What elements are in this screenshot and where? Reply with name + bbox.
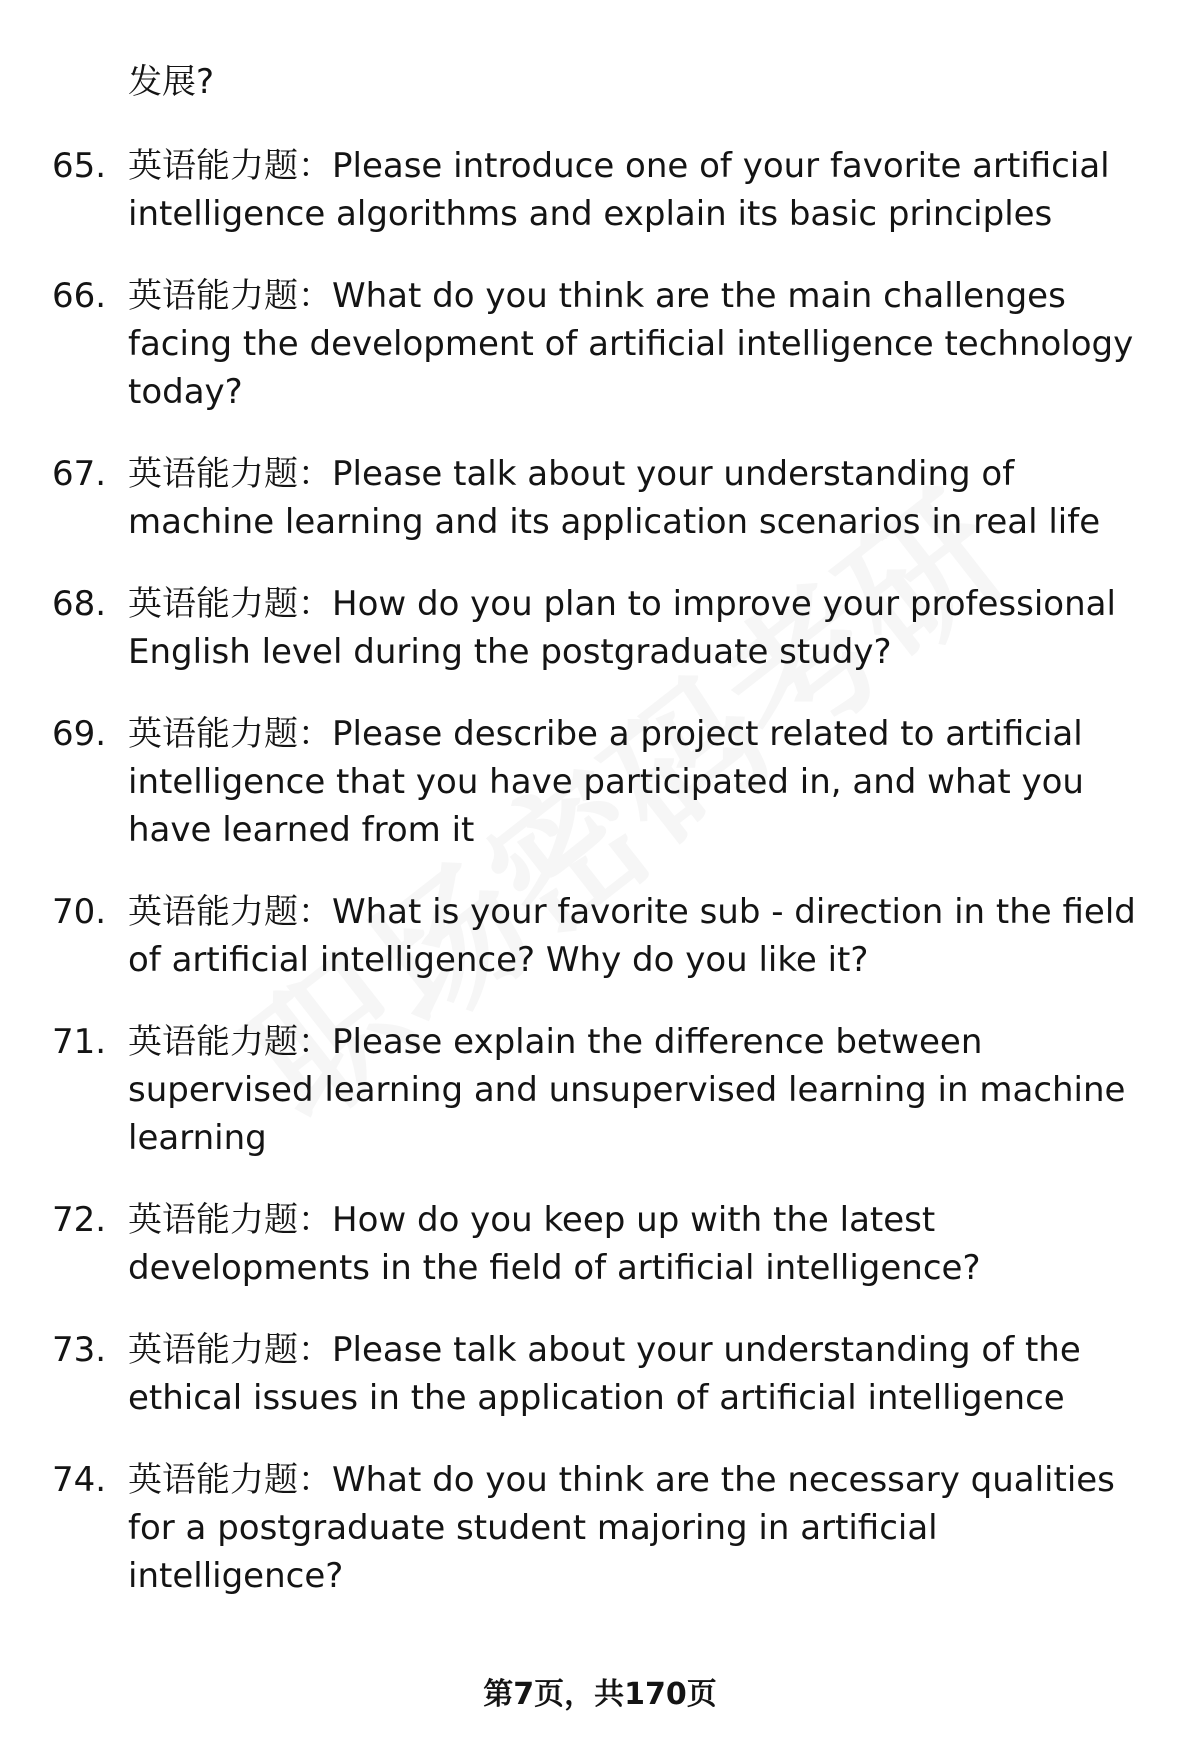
question-item [0, 1196, 1200, 1292]
question-item [0, 272, 1200, 416]
question-text: Please describe a project related to artificial intelligence that you have participated in, and what you have learned from it [128, 714, 1084, 850]
question-item [0, 580, 1200, 676]
question-number: 67. [52, 454, 107, 494]
continuation-text: 发展? [128, 62, 215, 102]
question-body [128, 1326, 1158, 1422]
question-text: What do you think are the necessary qualities for a postgraduate student majoring in artificial intelligence? [128, 1460, 1115, 1596]
question-prefix: 英语能力题： [128, 146, 332, 186]
question-body [128, 888, 1158, 984]
question-text: Please introduce one of your favorite artificial intelligence algorithms and explain its basic principles [128, 146, 1110, 234]
question-body [128, 1456, 1158, 1600]
question-item [0, 1326, 1200, 1422]
question-prefix: 英语能力题： [128, 1330, 332, 1370]
question-number: 74. [52, 1460, 107, 1500]
question-body [128, 272, 1158, 416]
question-text: What do you think are the main challenges facing the development of artificial intelligence technology today? [128, 276, 1134, 412]
question-number: 72. [52, 1200, 107, 1240]
question-item [0, 142, 1200, 238]
question-text: Please talk about your understanding of machine learning and its application scenarios in real life [128, 454, 1101, 542]
question-prefix: 英语能力题： [128, 584, 332, 624]
question-body [128, 1018, 1158, 1162]
question-number: 66. [52, 276, 107, 316]
question-body [128, 450, 1158, 546]
question-number: 70. [52, 892, 107, 932]
question-prefix: 英语能力题： [128, 714, 332, 754]
page-number-label: 第7页，共170页 [483, 1677, 717, 1712]
question-item [0, 1018, 1200, 1162]
question-body [128, 710, 1158, 854]
question-number: 68. [52, 584, 107, 624]
question-text: How do you keep up with the latest developments in the field of artificial intelligence? [128, 1200, 981, 1288]
question-text: Please talk about your understanding of the ethical issues in the application of artificial intelligence [128, 1330, 1081, 1418]
question-prefix: 英语能力题： [128, 454, 332, 494]
question-body [128, 142, 1158, 238]
question-text: How do you plan to improve your professional English level during the postgraduate study? [128, 584, 1116, 672]
question-text: Please explain the difference between supervised learning and unsupervised learning in machine learning [128, 1022, 1126, 1158]
question-item [0, 888, 1200, 984]
question-prefix: 英语能力题： [128, 1460, 332, 1500]
question-item [0, 450, 1200, 546]
question-list [0, 142, 1200, 1634]
question-number: 71. [52, 1022, 107, 1062]
page-footer [0, 1675, 1200, 1715]
question-number: 73. [52, 1330, 107, 1370]
question-number: 69. [52, 714, 107, 754]
question-prefix: 英语能力题： [128, 276, 332, 316]
question-text: What is your favorite sub - direction in the field of artificial intelligence? Why do you like it? [128, 892, 1136, 980]
question-number: 65. [52, 146, 107, 186]
question-item [0, 710, 1200, 854]
question-body [128, 580, 1158, 676]
question-prefix: 英语能力题： [128, 1200, 332, 1240]
question-prefix: 英语能力题： [128, 1022, 332, 1062]
question-body [128, 1196, 1158, 1292]
question-item [0, 1456, 1200, 1600]
question-prefix: 英语能力题： [128, 892, 332, 932]
